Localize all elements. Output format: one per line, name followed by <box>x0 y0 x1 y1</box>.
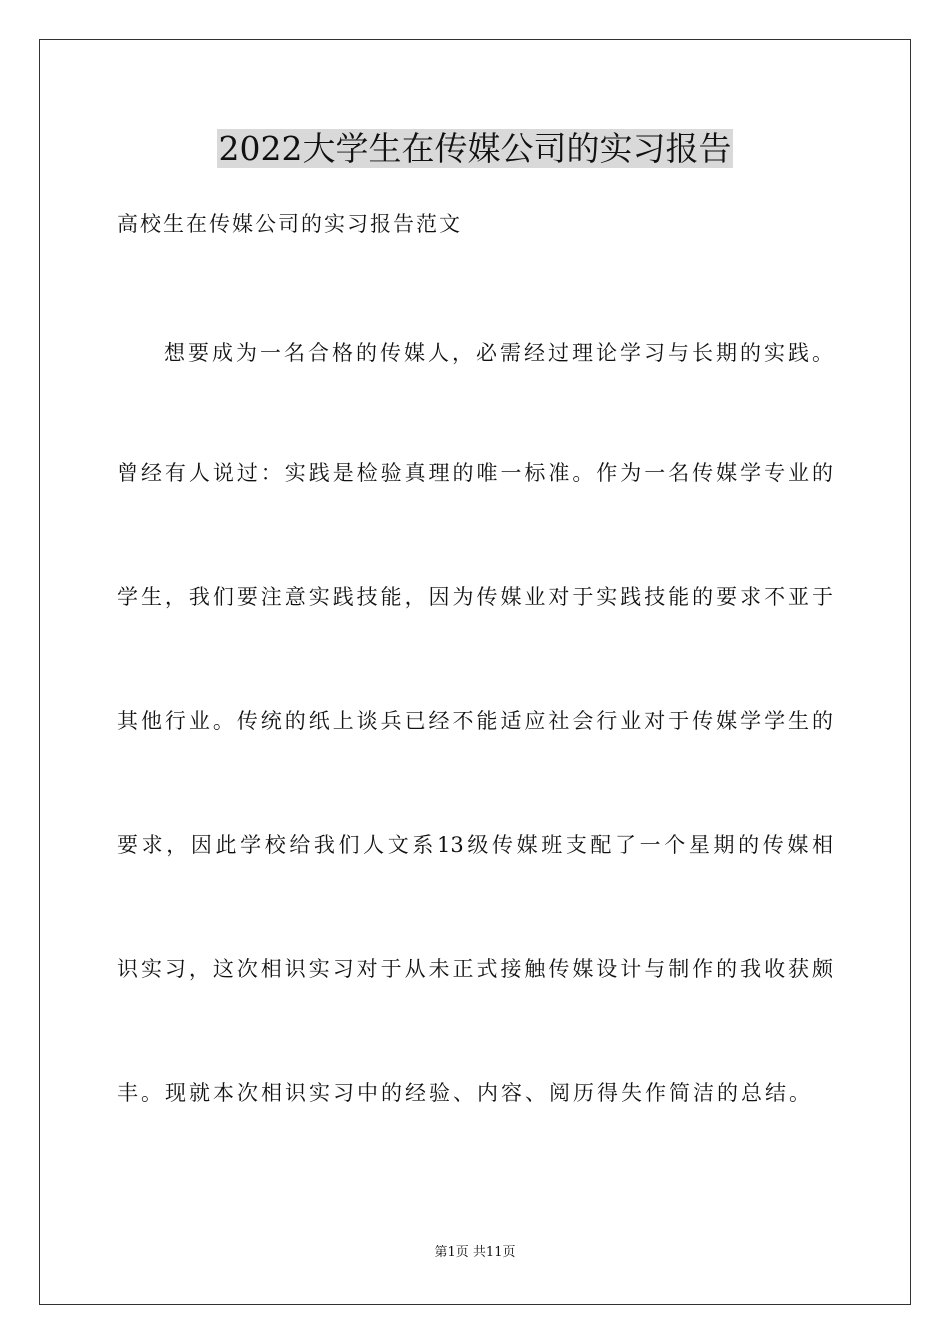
document-title <box>0 128 950 170</box>
paragraph-line: 识实习，这次相识实习对于从未正式接触传媒设计与制作的我收获颇 <box>117 957 833 981</box>
page-number-footer: 第1页 共11页 <box>434 1245 516 1260</box>
paragraph-line: 曾经有人说过：实践是检验真理的唯一标准。作为一名传媒学专业的 <box>117 461 833 485</box>
paragraph-line: 丰。现就本次相识实习中的经验、内容、阅历得失作简洁的总结。 <box>117 1081 813 1105</box>
paragraph-line: 其他行业。传统的纸上谈兵已经不能适应社会行业对于传媒学学生的 <box>117 709 833 733</box>
paragraph-line: 想要成为一名合格的传媒人，必需经过理论学习与长期的实践。 <box>164 341 833 365</box>
document-subtitle: 高校生在传媒公司的实习报告范文 <box>117 212 462 236</box>
paragraph-line: 学生，我们要注意实践技能，因为传媒业对于实践技能的要求不亚于 <box>117 585 833 609</box>
paragraph-line: 要求，因此学校给我们人文系13级传媒班支配了一个星期的传媒相 <box>117 833 833 857</box>
document-title-text: 2022大学生在传媒公司的实习报告 <box>218 129 732 168</box>
